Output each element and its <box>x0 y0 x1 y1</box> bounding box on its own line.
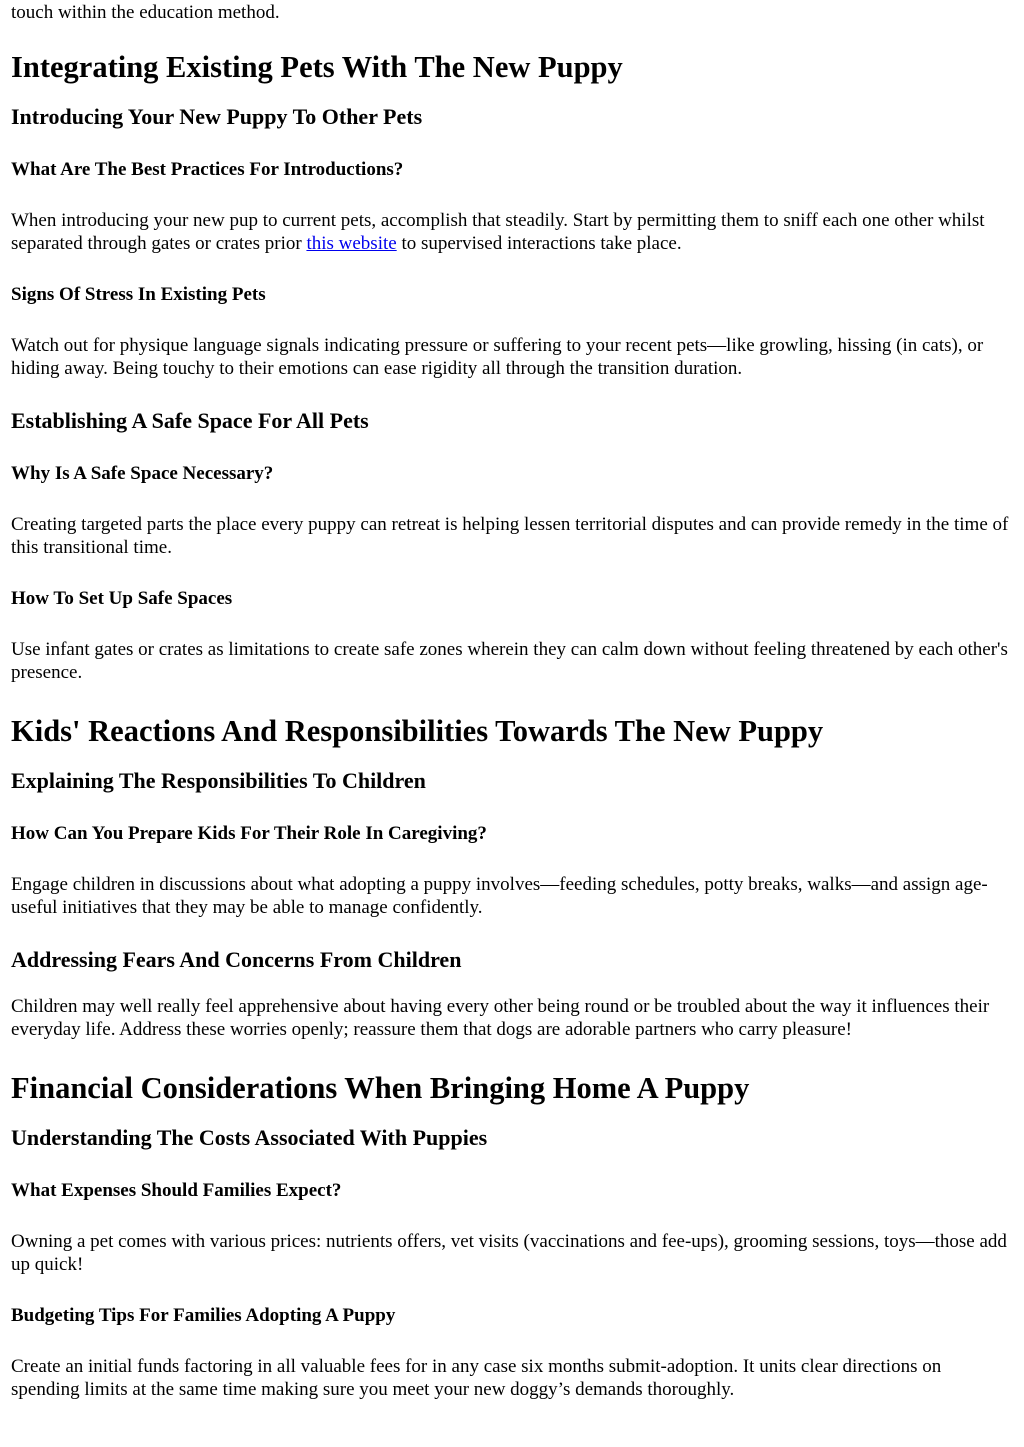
paragraph-expenses: Owning a pet comes with various prices: nutrients offers, vet visits (vaccinations and fee-ups), grooming sessions, toys—those add up quick! <box>11 1231 1007 1275</box>
paragraph-text-after-link: to supervised interactions take place. <box>396 233 682 254</box>
paragraph-text-before-link: When introducing your new pup to current pets, accomplish that steadily. Start by permitting them to sniff each one other whilst separated through gates or crates prior <box>11 210 985 254</box>
heading-how-safe-spaces: How To Set Up Safe Spaces <box>11 588 233 609</box>
heading-why-safe-space: Why Is A Safe Space Necessary? <box>11 463 274 484</box>
intro-fragment: touch within the education method. <box>11 2 280 23</box>
article-body <box>0 1 1024 1401</box>
paragraph-why-safe-space: Creating targeted parts the place every puppy can retreat is helping lessen territorial disputes and can provide remedy in the time of this transitional time. <box>11 514 1009 558</box>
paragraph-how-safe-spaces: Use infant gates or crates as limitations to create safe zones wherein they can calm down without feeling threatened by each other's presence. <box>11 639 1008 683</box>
heading-best-practices: What Are The Best Practices For Introductions? <box>11 159 404 180</box>
heading-safe-space: Establishing A Safe Space For All Pets <box>11 408 369 433</box>
heading-addressing-fears: Addressing Fears And Concerns From Children <box>11 947 462 972</box>
this-website-link[interactable]: this website <box>306 233 397 254</box>
heading-budgeting-tips: Budgeting Tips For Families Adopting A Puppy <box>11 1305 396 1326</box>
heading-signs-of-stress: Signs Of Stress In Existing Pets <box>11 284 266 305</box>
paragraph-prepare-kids: Engage children in discussions about what adopting a puppy involves—feeding schedules, potty breaks, walks—and assign age-useful initiatives that they may be able to manage confidently. <box>11 874 988 918</box>
paragraph-budgeting-tips: Create an initial funds factoring in all valuable fees for in any case six months submit-adoption. It units clear directions on spending limits at the same time making sure you meet your new doggy’s demands thoroughly. <box>11 1356 942 1400</box>
heading-integrating-pets: Integrating Existing Pets With The New Puppy <box>11 50 623 84</box>
heading-understanding-costs: Understanding The Costs Associated With Puppies <box>11 1125 488 1150</box>
paragraph-addressing-fears: Children may well really feel apprehensive about having every other being round or be troubled about the way it influences their everyday life. Address these worries openly; reassure them that dogs are adorable partners who carry pleasure! <box>11 996 990 1040</box>
heading-kids-reactions: Kids' Reactions And Responsibilities Towards The New Puppy <box>11 714 824 748</box>
heading-explaining-responsibilities: Explaining The Responsibilities To Children <box>11 768 426 793</box>
heading-introducing-puppy: Introducing Your New Puppy To Other Pets <box>11 104 423 129</box>
heading-prepare-kids: How Can You Prepare Kids For Their Role In Caregiving? <box>11 823 487 844</box>
heading-financial-considerations: Financial Considerations When Bringing Home A Puppy <box>11 1071 750 1105</box>
paragraph-best-practices <box>11 209 1013 255</box>
heading-expenses: What Expenses Should Families Expect? <box>11 1180 342 1201</box>
paragraph-signs-of-stress: Watch out for physique language signals indicating pressure or suffering to your recent pets—like growling, hissing (in cats), or hiding away. Being touchy to their emotions can ease rigidity all through the transition duration. <box>11 335 984 379</box>
